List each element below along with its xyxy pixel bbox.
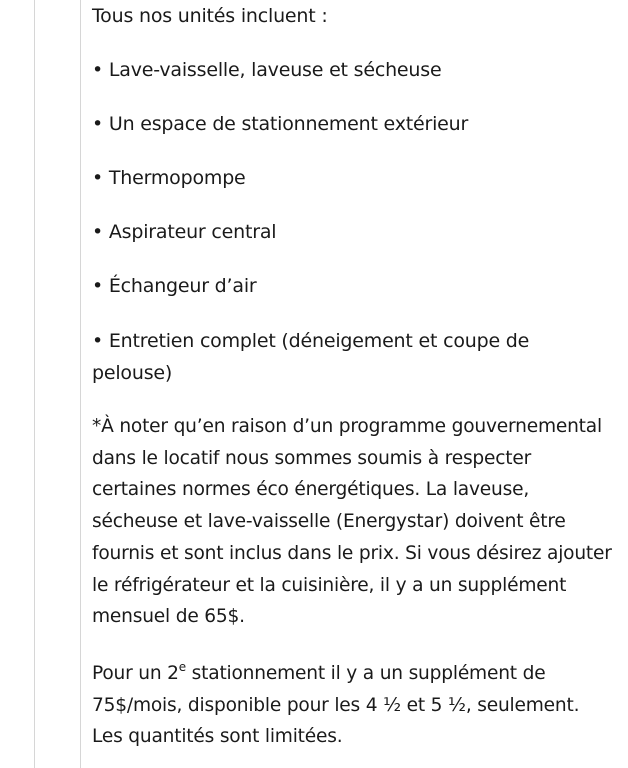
- amenity-item: [92, 326, 612, 389]
- amenity-item: [92, 109, 612, 141]
- amenity-label: Entretien complet (déneigement et coupe de pelouse): [92, 330, 530, 384]
- amenity-label: Aspirateur central: [108, 221, 277, 243]
- amenity-label: Un espace de stationnement extérieur: [108, 113, 469, 135]
- bullet-marker: •: [92, 221, 104, 243]
- bullet-marker: •: [92, 59, 104, 81]
- amenity-item: [92, 217, 612, 249]
- bullet-marker: •: [92, 330, 104, 352]
- parking-paragraph: [92, 658, 614, 753]
- ordinal-superscript: e: [178, 660, 186, 674]
- parking-text-end: stationnement il y a un supplément de 75$/mois, disponible pour les 4 ½ et 5 ½, seulement. Les quantités sont limitées.: [92, 663, 580, 747]
- bullet-marker: •: [92, 167, 104, 189]
- parking-text-start: Pour un 2: [92, 663, 179, 684]
- left-border-line: [34, 0, 35, 768]
- amenities-intro: Tous nos unités incluent :: [92, 5, 328, 27]
- amenity-label: Lave-vaisselle, laveuse et sécheuse: [108, 59, 442, 81]
- amenity-item: [92, 271, 612, 303]
- energy-note-paragraph: *À noter qu’en raison d’un programme gouvernemental dans le locatif nous sommes soumis à respecter certaines normes éco énergétiques. La laveuse, sécheuse et lave-vaisselle (Energystar) doivent être fournis et sont inclus dans le prix. Si vous désirez ajouter le réfrigérateur et la cuisinière, il y a un supplément mensuel de 65$.: [92, 416, 612, 628]
- amenity-label: Échangeur d’air: [108, 275, 257, 297]
- amenity-label: Thermopompe: [108, 167, 246, 189]
- bullet-marker: •: [92, 113, 104, 135]
- amenity-item: [92, 55, 612, 87]
- bullet-marker: •: [92, 275, 104, 297]
- content-border-line: [80, 0, 81, 768]
- amenity-item: [92, 163, 612, 195]
